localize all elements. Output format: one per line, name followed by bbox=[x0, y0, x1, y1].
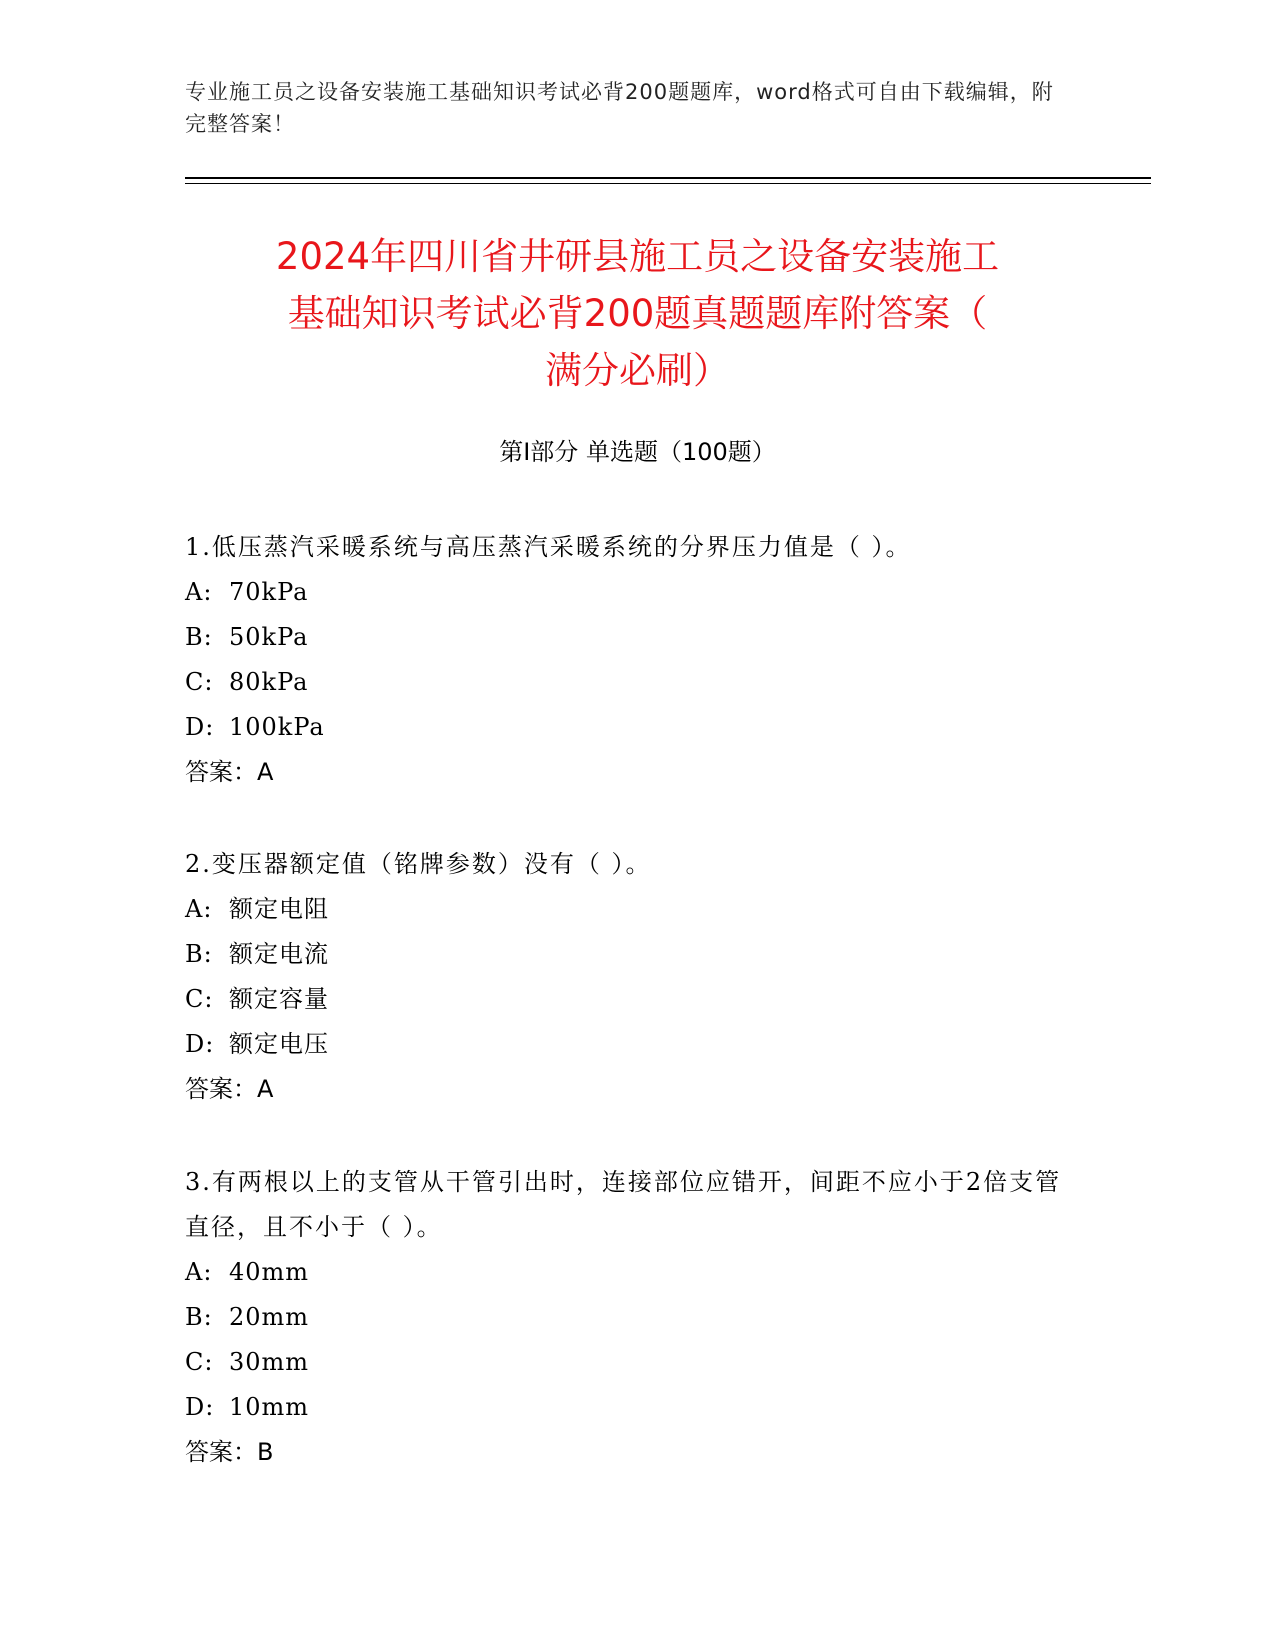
option-text: 100kPa bbox=[229, 713, 325, 741]
question-2 bbox=[185, 842, 1065, 1112]
option-b bbox=[185, 932, 1065, 977]
option-c bbox=[185, 977, 1065, 1022]
option-d bbox=[185, 705, 1065, 750]
option-letter: B: bbox=[185, 1303, 213, 1331]
option-text: 10mm bbox=[229, 1393, 310, 1421]
header-rule-thick bbox=[185, 177, 1151, 179]
option-text: 50kPa bbox=[229, 623, 309, 651]
option-letter: B: bbox=[185, 623, 213, 651]
question-stem: 3.有两根以上的支管从干管引出时，连接部位应错开，间距不应小于2倍支管直径，且不小于（ ）。 bbox=[185, 1168, 1062, 1241]
header-note: 专业施工员之设备安装施工基础知识考试必背200题题库，word格式可自由下载编辑，附完整答案！ bbox=[185, 80, 1054, 136]
option-b bbox=[185, 615, 1065, 660]
answer-line: 答案：A bbox=[185, 1075, 274, 1103]
document-title-line-2: 基础知识考试必背200题真题题库附答案（ bbox=[287, 292, 988, 335]
option-letter: A: bbox=[185, 578, 213, 606]
option-text: 80kPa bbox=[229, 668, 309, 696]
option-letter: C: bbox=[185, 668, 214, 696]
option-text: 40mm bbox=[229, 1258, 310, 1286]
option-text: 额定电压 bbox=[229, 1030, 329, 1058]
question-3 bbox=[185, 1160, 1065, 1475]
option-letter: D: bbox=[185, 713, 215, 741]
option-d bbox=[185, 1022, 1065, 1067]
document-title-line-1: 2024年四川省井研县施工员之设备安装施工 bbox=[275, 235, 1000, 278]
option-a bbox=[185, 1250, 1065, 1295]
option-text: 额定电流 bbox=[229, 940, 329, 968]
document-title-line-3: 满分必刷） bbox=[545, 349, 730, 392]
answer-line: 答案：A bbox=[185, 758, 274, 786]
option-letter: C: bbox=[185, 985, 214, 1013]
option-c bbox=[185, 660, 1065, 705]
answer-line: 答案：B bbox=[185, 1438, 274, 1466]
option-text: 20mm bbox=[229, 1303, 310, 1331]
option-d bbox=[185, 1385, 1065, 1430]
document-title bbox=[185, 228, 1090, 399]
option-letter: D: bbox=[185, 1030, 215, 1058]
option-text: 额定电阻 bbox=[229, 895, 329, 923]
option-text: 70kPa bbox=[229, 578, 309, 606]
question-1 bbox=[185, 525, 1065, 795]
option-b bbox=[185, 1295, 1065, 1340]
option-letter: D: bbox=[185, 1393, 215, 1421]
question-stem: 2.变压器额定值（铭牌参数）没有（ ）。 bbox=[185, 850, 652, 878]
option-letter: B: bbox=[185, 940, 213, 968]
option-letter: A: bbox=[185, 1258, 213, 1286]
header-rule-thin bbox=[185, 183, 1151, 184]
option-c bbox=[185, 1340, 1065, 1385]
question-stem: 1.低压蒸汽采暖系统与高压蒸汽采暖系统的分界压力值是（ ）。 bbox=[185, 533, 912, 561]
option-text: 30mm bbox=[229, 1348, 310, 1376]
option-text: 额定容量 bbox=[229, 985, 329, 1013]
section-heading: 第Ⅰ部分 单选题（100题） bbox=[499, 438, 776, 466]
option-a bbox=[185, 887, 1065, 932]
option-letter: A: bbox=[185, 895, 213, 923]
option-a bbox=[185, 570, 1065, 615]
option-letter: C: bbox=[185, 1348, 214, 1376]
